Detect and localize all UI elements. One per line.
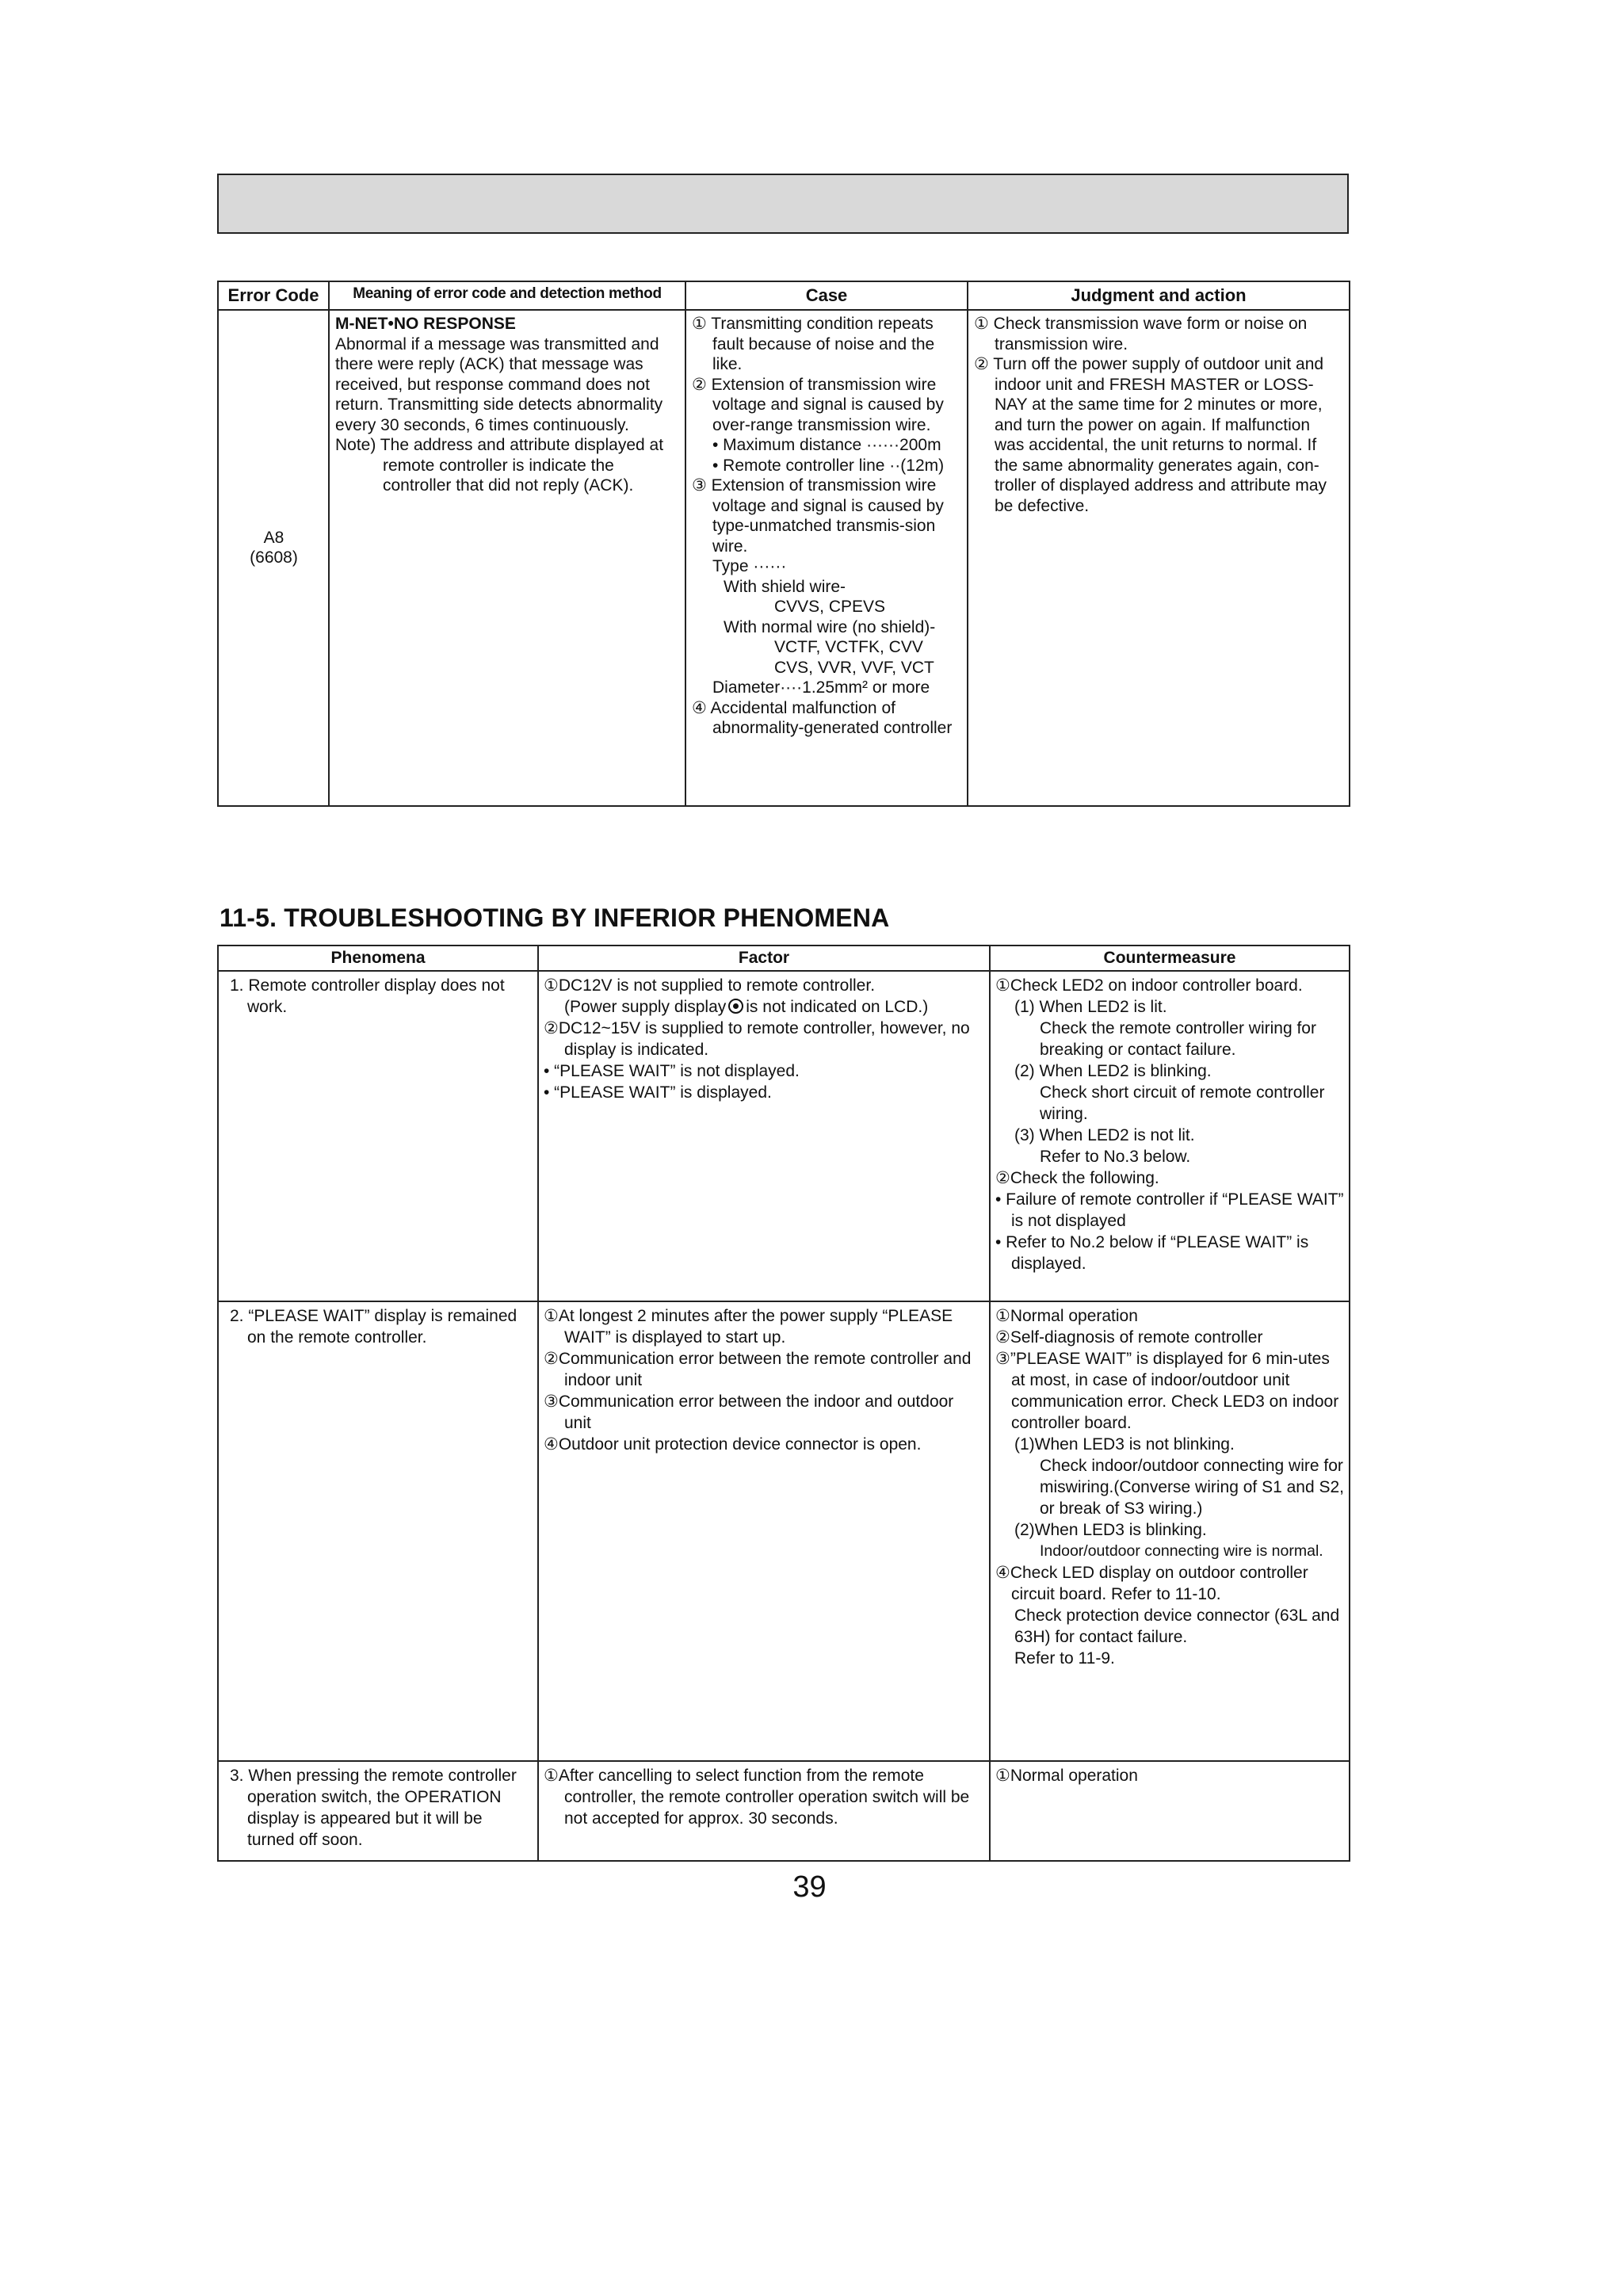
power-indicator-icon	[728, 999, 743, 1014]
cm-2-3-1d: Check indoor/outdoor connecting wire for miswiring.(Converse wiring of S1 and S2, or break of S3 wiring.)	[1040, 1457, 1344, 1518]
cm-2-2: ②Self-diagnosis of remote controller	[995, 1328, 1263, 1347]
factor-1-1b	[544, 996, 984, 1018]
meaning-note: Note) The address and attribute displayed at remote controller is indicate the controller that did not reply (ACK).	[335, 436, 664, 495]
countermeasure-cell	[990, 971, 1350, 1301]
error-code-table	[217, 281, 1350, 807]
factor-2-4: ④Outdoor unit protection device connector is open.	[544, 1435, 922, 1454]
phenomena-table	[217, 945, 1350, 1862]
factor-cell	[538, 1301, 990, 1761]
cm-1-2: ②Check the following.	[995, 1169, 1159, 1187]
phenomena-cell	[218, 1761, 538, 1861]
table-row	[218, 1761, 1350, 1861]
header-meaning: Meaning of error code and detection method	[329, 281, 685, 310]
cm-1-1-1d: Check the remote controller wiring for breaking or contact failure.	[1040, 1019, 1316, 1059]
error-code-cell	[218, 310, 329, 806]
phenomena-1: 1. Remote controller display does not work.	[230, 976, 505, 1016]
factor-1-4: • “PLEASE WAIT” is displayed.	[544, 1083, 772, 1102]
countermeasure-cell	[990, 1301, 1350, 1761]
header-judgment: Judgment and action	[968, 281, 1350, 310]
case-item-1: ① Transmitting condition repeats fault because of noise and the like.	[692, 315, 935, 373]
factor-1-2: ②DC12~15V is supplied to remote controller, however, no display is indicated.	[544, 1019, 970, 1059]
case-type-label: Type ······	[712, 557, 787, 575]
meaning-cell	[329, 310, 685, 806]
judgment-item-2: ② Turn off the power supply of outdoor unit and indoor unit and FRESH MASTER or LOSS-NAY at the same time for 2 minutes or more, and turn the power on again. If malfunction was accidental, the unit returns to normal. If the same abnormality generates again, con-troller of displayed address and attribute may be defective.	[974, 355, 1327, 515]
case-shield-label: With shield wire-	[724, 577, 846, 596]
cm-2-3-2d: Indoor/outdoor connecting wire is normal.	[1040, 1542, 1323, 1560]
error-table-row	[218, 310, 1350, 806]
judgment-cell	[968, 310, 1350, 806]
factor-1-1b-post: is not indicated on LCD.)	[746, 998, 929, 1016]
case-normal-types-2: CVS, VVR, VVF, VCT	[774, 658, 934, 677]
error-code-sub: (6608)	[250, 548, 298, 567]
countermeasure-cell	[990, 1761, 1350, 1861]
table-row	[218, 1301, 1350, 1761]
case-item-2-bullet-1: • Maximum distance ······200m	[712, 436, 941, 454]
error-code: A8	[263, 528, 284, 547]
cm-1-1: ①Check LED2 on indoor controller board.	[995, 976, 1303, 995]
phenomena-cell	[218, 971, 538, 1301]
case-normal-label: With normal wire (no shield)-	[724, 617, 936, 636]
cm-1-2-b2: • Refer to No.2 below if “PLEASE WAIT” is displayed.	[995, 1233, 1309, 1273]
header-countermeasure: Countermeasure	[990, 946, 1350, 971]
cm-1-1-3: (3) When LED2 is not lit.	[1014, 1126, 1195, 1144]
page-number: 39	[792, 1870, 827, 1904]
cm-1-1-2: (2) When LED2 is blinking.	[1014, 1062, 1212, 1080]
case-cell	[685, 310, 968, 806]
table-row	[218, 971, 1350, 1301]
factor-cell	[538, 971, 990, 1301]
case-diameter: Diameter····1.25mm² or more	[712, 678, 930, 697]
phenomena-cell	[218, 1301, 538, 1761]
cm-1-1-3d: Refer to No.3 below.	[1040, 1148, 1191, 1166]
factor-2-2: ②Communication error between the remote controller and indoor unit	[544, 1350, 972, 1389]
case-item-2-bullet-2: • Remote controller line ··(12m)	[712, 456, 945, 475]
cm-2-3: ③”PLEASE WAIT” is displayed for 6 min-utes at most, in case of indoor/outdoor unit communication error. Check LED3 on indoor controller board.	[995, 1350, 1339, 1432]
cm-1-1-2d: Check short circuit of remote controller wiring.	[1040, 1083, 1325, 1123]
cm-2-3-2: (2)When LED3 is blinking.	[1014, 1521, 1207, 1539]
case-item-2: ② Extension of transmission wire voltage and signal is caused by over-range transmission wire.	[692, 375, 944, 434]
factor-2-1: ①At longest 2 minutes after the power supply “PLEASE WAIT” is displayed to start up.	[544, 1307, 953, 1347]
header-phenomena: Phenomena	[218, 946, 538, 971]
phenomena-2: 2. “PLEASE WAIT” display is remained on the remote controller.	[230, 1307, 517, 1347]
factor-1-3: • “PLEASE WAIT” is not displayed.	[544, 1062, 800, 1080]
factor-cell	[538, 1761, 990, 1861]
factor-3-1: ①After cancelling to select function from the remote controller, the remote controller operation switch will be not accepted for approx. 30 seconds.	[544, 1767, 970, 1828]
case-shield-types: CVVS, CPEVS	[774, 598, 886, 616]
judgment-item-1: ① Check transmission wave form or noise on transmission wire.	[974, 315, 1308, 353]
meaning-body: Abnormal if a message was transmitted and there were reply (ACK) that message was received, but response command does not return. Transmitting side detects abnormality every 30 seconds, 6 times continuously.	[335, 334, 663, 434]
factor-1-1a: ①DC12V is not supplied to remote controller.	[544, 976, 876, 995]
header-banner	[217, 174, 1349, 234]
factor-1-1b-pre: (Power supply display	[564, 998, 727, 1016]
meaning-title: M-NET•NO RESPONSE	[335, 315, 516, 333]
factor-2-3: ③Communication error between the indoor and outdoor unit	[544, 1392, 954, 1432]
section-title: 11-5. TROUBLESHOOTING BY INFERIOR PHENOMENA	[220, 904, 890, 932]
cm-2-4-b: Check protection device connector (63L and 63H) for contact failure.	[1014, 1606, 1340, 1646]
cm-2-4-c: Refer to 11-9.	[1014, 1649, 1115, 1668]
cm-3-1: ①Normal operation	[995, 1767, 1138, 1785]
case-item-4: ④ Accidental malfunction of abnormality-generated controller	[692, 698, 953, 737]
phenomena-3: 3. When pressing the remote controller operation switch, the OPERATION display is appeared but it will be turned off soon.	[230, 1767, 517, 1849]
header-error-code: Error Code	[218, 281, 329, 310]
error-table-header-row	[218, 281, 1350, 310]
cm-2-3-1: (1)When LED3 is not blinking.	[1014, 1435, 1235, 1454]
cm-2-1: ①Normal operation	[995, 1307, 1138, 1325]
cm-1-2-b1: • Failure of remote controller if “PLEASE WAIT” is not displayed	[995, 1190, 1344, 1230]
case-normal-types-1: VCTF, VCTFK, CVV	[774, 638, 923, 656]
cm-1-1-1: (1) When LED2 is lit.	[1014, 998, 1167, 1016]
header-case: Case	[685, 281, 968, 310]
header-factor: Factor	[538, 946, 990, 971]
phenomena-table-header-row	[218, 946, 1350, 971]
case-item-3: ③ Extension of transmission wire voltage and signal is caused by type-unmatched transmis-sion wire.	[692, 476, 944, 556]
cm-2-4: ④Check LED display on outdoor controller circuit board. Refer to 11-10.	[995, 1564, 1308, 1603]
